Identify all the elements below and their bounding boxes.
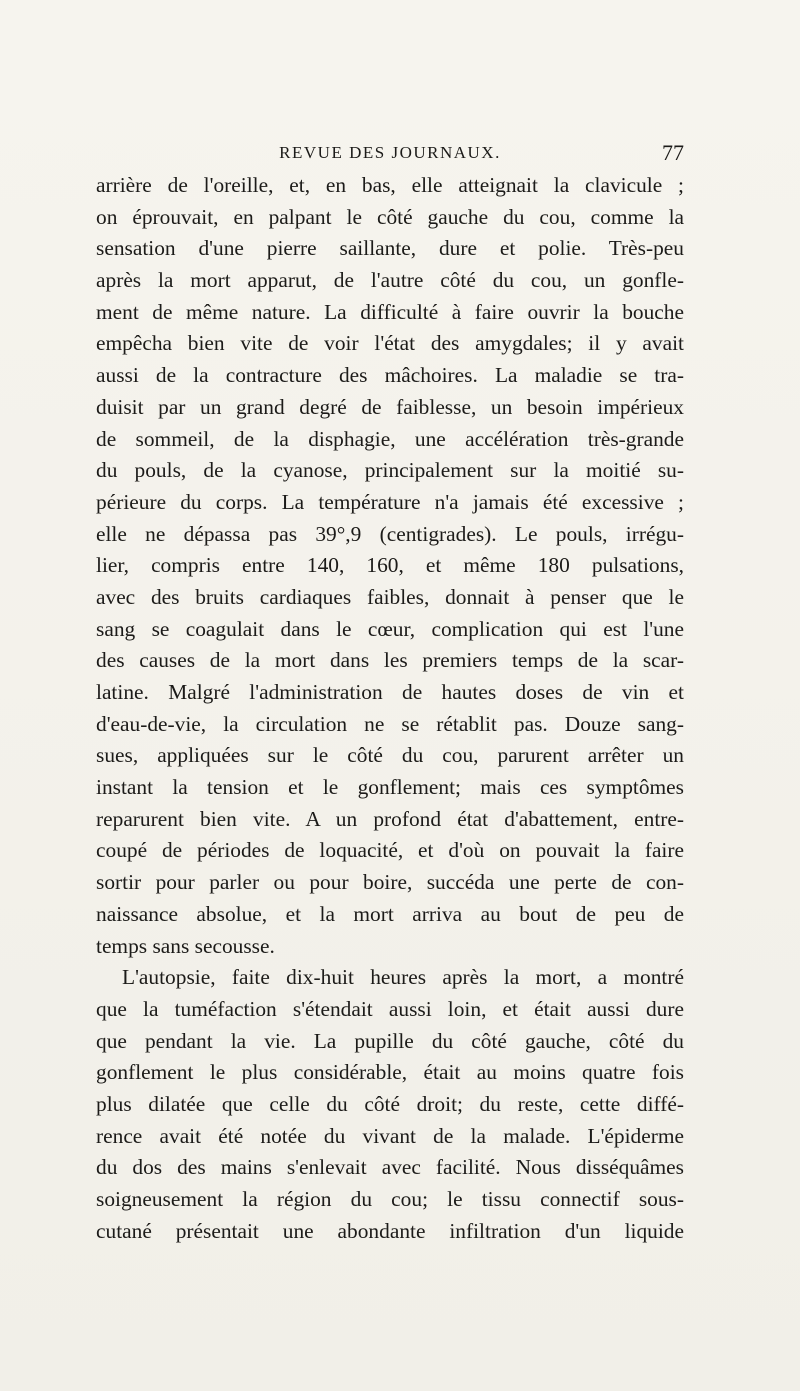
text-line: du pouls, de la cyanose, principalement sur la moitié su- (96, 458, 684, 483)
text-line: lier, compris entre 140, 160, et même 180 pulsations, (96, 553, 684, 578)
text-line: L'autopsie, faite dix-huit heures après la mort, a montré (122, 965, 684, 990)
page-header (96, 138, 684, 168)
text-line: rence avait été notée du vivant de la malade. L'épiderme (96, 1123, 684, 1148)
text-line: des causes de la mort dans les premiers temps de la scar- (96, 648, 684, 673)
text-line: empêcha bien vite de voir l'état des amygdales; il y avait (96, 331, 684, 356)
body-text (96, 170, 684, 1247)
text-line: aussi de la contracture des mâchoires. La maladie se tra- (96, 363, 684, 388)
text-line: avec des bruits cardiaques faibles, donnait à penser que le (96, 584, 684, 609)
text-line: sang se coagulait dans le cœur, complication qui est l'une (96, 616, 684, 641)
text-line: temps sans secousse. (96, 933, 275, 958)
text-line: soigneusement la région du cou; le tissu connectif sous- (96, 1187, 684, 1211)
text-line: que pendant la vie. La pupille du côté gauche, côté du (96, 1028, 684, 1053)
text-line: cutané présentait une abondante infiltration d'un liquide (96, 1218, 684, 1243)
text-line: gonflement le plus considérable, était au moins quatre fois (96, 1060, 684, 1085)
text-line: du dos des mains s'enlevait avec facilité. Nous disséquâmes (96, 1155, 684, 1180)
text-line: elle ne dépassa pas 39°,9 (centigrades). Le pouls, irrégu- (96, 521, 684, 546)
text-line: latine. Malgré l'administration de hautes doses de vin et (96, 680, 684, 704)
text-line: que la tuméfaction s'étendait aussi loin, et était aussi dure (96, 996, 684, 1021)
text-line: naissance absolue, et la mort arriva au bout de peu de (96, 901, 684, 926)
text-line: sues, appliquées sur le côté du cou, parurent arrêter un (96, 743, 684, 768)
text-line: sensation d'une pierre saillante, dure et polie. Très-peu (96, 236, 684, 261)
text-line: plus dilatée que celle du côté droit; du reste, cette diffé- (96, 1091, 684, 1116)
text-line: de sommeil, de la disphagie, une accélération très-grande (96, 426, 684, 451)
text-line: ment de même nature. La difficulté à faire ouvrir la bouche (96, 299, 684, 324)
text-line: périeure du corps. La température n'a jamais été excessive ; (96, 489, 684, 514)
text-line: on éprouvait, en palpant le côté gauche du cou, comme la (96, 204, 684, 229)
text-line: reparurent bien vite. A un profond état d'abattement, entre- (96, 806, 684, 831)
page-number: 77 (662, 140, 684, 165)
text-line: duisit par un grand degré de faiblesse, un besoin impérieux (96, 394, 684, 419)
running-head: REVUE DES JOURNAUX. (279, 143, 501, 162)
text-line: sortir pour parler ou pour boire, succéda une perte de con- (96, 870, 684, 895)
text-line: coupé de périodes de loquacité, et d'où on pouvait la faire (96, 838, 684, 863)
text-line: après la mort apparut, de l'autre côté du cou, un gonfle- (96, 268, 684, 293)
text-line: d'eau-de-vie, la circulation ne se rétablit pas. Douze sang- (96, 711, 684, 736)
text-line: instant la tension et le gonflement; mais ces symptômes (96, 775, 684, 800)
text-line: arrière de l'oreille, et, en bas, elle atteignait la clavicule ; (96, 173, 684, 197)
